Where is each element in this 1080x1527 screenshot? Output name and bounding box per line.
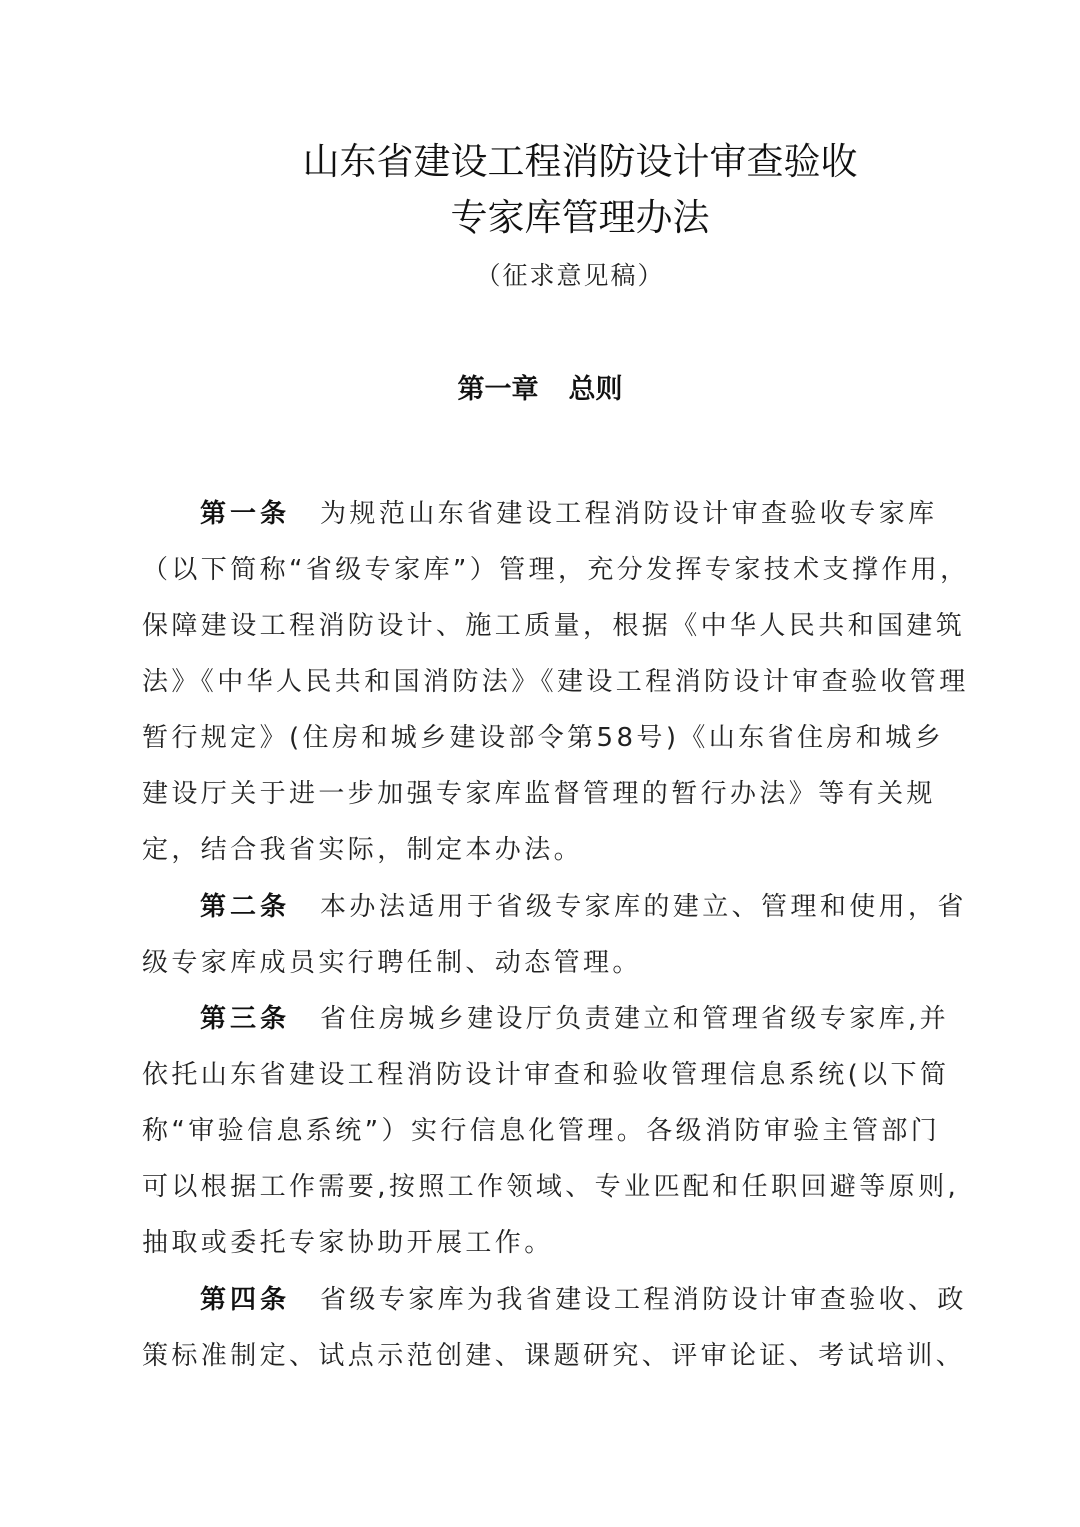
article-1-heading-line <box>200 494 942 534</box>
article-1-line: 保障建设工程消防设计、施工质量，根据《中华人民共和国建筑 <box>142 611 966 641</box>
article-1-line: （以下简称“省级专家库”）管理，充分发挥专家技术支撑作用， <box>142 555 970 585</box>
article-2-line: 级专家库成员实行聘任制、动态管理。 <box>142 948 642 978</box>
article-3-text: 省住房城乡建设厅负责建立和管理省级专家库,并 <box>320 1004 950 1034</box>
article-1-line: 法》《中华人民共和国消防法》《建设工程消防设计审查验收管理 <box>142 667 969 697</box>
article-1-line: 暂行规定》(住房和城乡建设部令第58号)《山东省住房和城乡 <box>142 723 944 753</box>
article-1-number: 第一条 <box>200 499 291 529</box>
article-4-text: 省级专家库为我省建设工程消防设计审查验收、政 <box>320 1285 967 1315</box>
chapter-name: 总则 <box>568 374 623 405</box>
article-1-line: 建设厅关于进一步加强专家库监督管理的暂行办法》等有关规 <box>142 779 936 809</box>
article-2-heading-line <box>200 887 967 927</box>
article-3-number: 第三条 <box>200 1004 291 1034</box>
article-4-line: 策标准制定、试点示范创建、课题研究、评审论证、考试培训、 <box>142 1341 966 1371</box>
article-2-number: 第二条 <box>200 892 291 922</box>
article-3-heading-line <box>200 999 950 1039</box>
article-4-heading-line <box>200 1280 967 1320</box>
article-3-line: 可以根据工作需要,按照工作领域、专业匹配和任职回避等原则, <box>142 1172 960 1202</box>
article-4-number: 第四条 <box>200 1285 291 1315</box>
article-2-text: 本办法适用于省级专家库的建立、管理和使用，省 <box>320 892 967 922</box>
document-title-line-1: 山东省建设工程消防设计审查验收 <box>302 140 858 183</box>
article-1-line: 定，结合我省实际，制定本办法。 <box>142 835 584 865</box>
chapter-heading <box>0 368 1080 412</box>
article-3-line: 称“审验信息系统”）实行信息化管理。各级消防审验主管部门 <box>142 1116 941 1146</box>
document-title-line-2: 专家库管理办法 <box>450 196 710 239</box>
document-subtitle: （征求意见稿） <box>475 261 665 290</box>
article-3-line: 抽取或委托专家协助开展工作。 <box>142 1228 554 1258</box>
article-3-line: 依托山东省建设工程消防设计审查和验收管理信息系统(以下简 <box>142 1060 950 1090</box>
chapter-number: 第一章 <box>457 374 539 405</box>
article-1-text: 为规范山东省建设工程消防设计审查验收专家库 <box>320 499 938 529</box>
